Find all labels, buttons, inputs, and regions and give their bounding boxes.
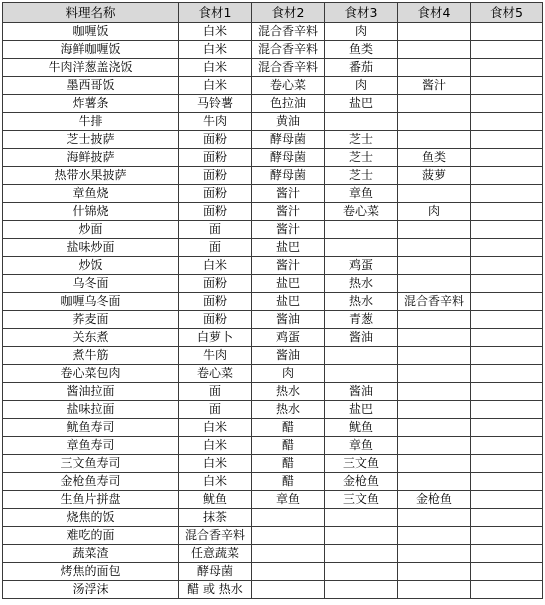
- ingredient-4-cell[interactable]: [398, 563, 471, 581]
- table-row: [3, 239, 543, 257]
- ingredient-3-cell[interactable]: [325, 239, 398, 257]
- ingredient-1-cell[interactable]: 混合香辛料: [179, 527, 252, 545]
- table-row: [3, 455, 543, 473]
- ingredient-4-cell[interactable]: [398, 347, 471, 365]
- dish-name-cell[interactable]: 章鱼烧: [3, 185, 179, 203]
- recipe-table: [2, 2, 543, 599]
- ingredient-1-cell[interactable]: 面粉: [179, 311, 252, 329]
- dish-name-cell[interactable]: 墨西哥饭: [3, 77, 179, 95]
- dish-name-cell[interactable]: 盐味炒面: [3, 239, 179, 257]
- ingredient-4-cell[interactable]: 菠萝: [398, 167, 471, 185]
- table-row: [3, 257, 543, 275]
- header-ingredient-3[interactable]: 食材3: [325, 3, 398, 23]
- ingredient-2-cell[interactable]: [252, 581, 325, 599]
- ingredient-4-cell[interactable]: [398, 437, 471, 455]
- ingredient-1-cell[interactable]: 卷心菜: [179, 365, 252, 383]
- ingredient-1-cell[interactable]: 白米: [179, 23, 252, 41]
- ingredient-1-cell[interactable]: 面: [179, 383, 252, 401]
- ingredient-1-cell[interactable]: 牛肉: [179, 347, 252, 365]
- table-row: [3, 77, 543, 95]
- ingredient-2-cell[interactable]: [252, 563, 325, 581]
- ingredient-4-cell[interactable]: [398, 545, 471, 563]
- table-row: [3, 563, 543, 581]
- ingredient-1-cell[interactable]: 面粉: [179, 185, 252, 203]
- ingredient-1-cell[interactable]: 白米: [179, 455, 252, 473]
- ingredient-2-cell[interactable]: 盐巴: [252, 239, 325, 257]
- ingredient-4-cell[interactable]: [398, 275, 471, 293]
- ingredient-5-cell[interactable]: [471, 221, 543, 239]
- ingredient-5-cell[interactable]: [471, 293, 543, 311]
- dish-name-cell[interactable]: 乌冬面: [3, 275, 179, 293]
- ingredient-5-cell[interactable]: [471, 365, 543, 383]
- ingredient-4-cell[interactable]: [398, 401, 471, 419]
- table-row: [3, 329, 543, 347]
- ingredient-5-cell[interactable]: [471, 329, 543, 347]
- ingredient-4-cell[interactable]: [398, 23, 471, 41]
- ingredient-2-cell[interactable]: 醋: [252, 455, 325, 473]
- ingredient-4-cell[interactable]: [398, 239, 471, 257]
- dish-name-cell[interactable]: 烤焦的面包: [3, 563, 179, 581]
- ingredient-1-cell[interactable]: 白米: [179, 41, 252, 59]
- table-row: [3, 527, 543, 545]
- ingredient-3-cell[interactable]: 肉: [325, 23, 398, 41]
- ingredient-2-cell[interactable]: 酱汁: [252, 185, 325, 203]
- ingredient-5-cell[interactable]: [471, 437, 543, 455]
- ingredient-4-cell[interactable]: [398, 383, 471, 401]
- ingredient-5-cell[interactable]: [471, 383, 543, 401]
- dish-name-cell[interactable]: 牛肉洋葱盖浇饭: [3, 59, 179, 77]
- ingredient-3-cell[interactable]: 章鱼: [325, 437, 398, 455]
- ingredient-2-cell[interactable]: 盐巴: [252, 275, 325, 293]
- ingredient-3-cell[interactable]: [325, 347, 398, 365]
- ingredient-2-cell[interactable]: [252, 545, 325, 563]
- table-row: [3, 149, 543, 167]
- ingredient-5-cell[interactable]: [471, 23, 543, 41]
- table-row: [3, 581, 543, 599]
- ingredient-1-cell[interactable]: 酵母菌: [179, 563, 252, 581]
- ingredient-3-cell[interactable]: 鸡蛋: [325, 257, 398, 275]
- ingredient-1-cell[interactable]: 面: [179, 221, 252, 239]
- ingredient-3-cell[interactable]: 酱油: [325, 329, 398, 347]
- table-row: [3, 275, 543, 293]
- ingredient-5-cell[interactable]: [471, 581, 543, 599]
- ingredient-4-cell[interactable]: [398, 113, 471, 131]
- ingredient-5-cell[interactable]: [471, 545, 543, 563]
- ingredient-5-cell[interactable]: [471, 509, 543, 527]
- ingredient-2-cell[interactable]: 酱汁: [252, 221, 325, 239]
- dish-name-cell[interactable]: 汤浮沫: [3, 581, 179, 599]
- ingredient-4-cell[interactable]: [398, 509, 471, 527]
- ingredient-2-cell[interactable]: 肉: [252, 365, 325, 383]
- ingredient-3-cell[interactable]: [325, 365, 398, 383]
- dish-name-cell[interactable]: 芝士披萨: [3, 131, 179, 149]
- table-row: [3, 383, 543, 401]
- dish-name-cell[interactable]: 炸薯条: [3, 95, 179, 113]
- header-row: [3, 3, 543, 23]
- dish-name-cell[interactable]: 难吃的面: [3, 527, 179, 545]
- dish-name-cell[interactable]: 卷心菜包肉: [3, 365, 179, 383]
- ingredient-3-cell[interactable]: 盐巴: [325, 95, 398, 113]
- header-ingredient-1[interactable]: 食材1: [179, 3, 252, 23]
- ingredient-4-cell[interactable]: [398, 131, 471, 149]
- ingredient-1-cell[interactable]: 面: [179, 239, 252, 257]
- ingredient-5-cell[interactable]: [471, 257, 543, 275]
- ingredient-1-cell[interactable]: 抹茶: [179, 509, 252, 527]
- ingredient-3-cell[interactable]: 芝士: [325, 149, 398, 167]
- table-row: [3, 437, 543, 455]
- ingredient-5-cell[interactable]: [471, 59, 543, 77]
- ingredient-1-cell[interactable]: 面: [179, 401, 252, 419]
- dish-name-cell[interactable]: 三文鱼寿司: [3, 455, 179, 473]
- dish-name-cell[interactable]: 热带水果披萨: [3, 167, 179, 185]
- dish-name-cell[interactable]: 荞麦面: [3, 311, 179, 329]
- ingredient-3-cell[interactable]: 番茄: [325, 59, 398, 77]
- table-row: [3, 365, 543, 383]
- ingredient-5-cell[interactable]: [471, 113, 543, 131]
- table-row: [3, 419, 543, 437]
- ingredient-1-cell[interactable]: 面粉: [179, 167, 252, 185]
- ingredient-4-cell[interactable]: [398, 455, 471, 473]
- ingredient-4-cell[interactable]: 酱汁: [398, 77, 471, 95]
- dish-name-cell[interactable]: 咖喱饭: [3, 23, 179, 41]
- table-row: [3, 203, 543, 221]
- ingredient-4-cell[interactable]: [398, 185, 471, 203]
- table-body: [3, 23, 543, 599]
- ingredient-1-cell[interactable]: 醋 或 热水: [179, 581, 252, 599]
- ingredient-1-cell[interactable]: 白米: [179, 419, 252, 437]
- ingredient-5-cell[interactable]: [471, 167, 543, 185]
- ingredient-3-cell[interactable]: [325, 527, 398, 545]
- ingredient-1-cell[interactable]: 白米: [179, 59, 252, 77]
- ingredient-2-cell[interactable]: 章鱼: [252, 491, 325, 509]
- ingredient-4-cell[interactable]: [398, 257, 471, 275]
- ingredient-5-cell[interactable]: [471, 77, 543, 95]
- ingredient-3-cell[interactable]: 盐巴: [325, 401, 398, 419]
- ingredient-4-cell[interactable]: [398, 41, 471, 59]
- ingredient-2-cell[interactable]: 酵母菌: [252, 167, 325, 185]
- ingredient-2-cell[interactable]: 盐巴: [252, 293, 325, 311]
- ingredient-4-cell[interactable]: [398, 311, 471, 329]
- ingredient-5-cell[interactable]: [471, 131, 543, 149]
- ingredient-3-cell[interactable]: 鱿鱼: [325, 419, 398, 437]
- ingredient-3-cell[interactable]: [325, 509, 398, 527]
- table-row: [3, 401, 543, 419]
- ingredient-3-cell[interactable]: [325, 221, 398, 239]
- table-row: [3, 347, 543, 365]
- ingredient-5-cell[interactable]: [471, 455, 543, 473]
- dish-name-cell[interactable]: 咖喱乌冬面: [3, 293, 179, 311]
- dish-name-cell[interactable]: 金枪鱼寿司: [3, 473, 179, 491]
- table-row: [3, 509, 543, 527]
- ingredient-4-cell[interactable]: [398, 221, 471, 239]
- ingredient-3-cell[interactable]: 热水: [325, 275, 398, 293]
- dish-name-cell[interactable]: 煮牛筋: [3, 347, 179, 365]
- ingredient-1-cell[interactable]: 白米: [179, 437, 252, 455]
- ingredient-3-cell[interactable]: 肉: [325, 77, 398, 95]
- ingredient-3-cell[interactable]: 芝士: [325, 131, 398, 149]
- ingredient-5-cell[interactable]: [471, 185, 543, 203]
- ingredient-5-cell[interactable]: [471, 149, 543, 167]
- ingredient-3-cell[interactable]: 芝士: [325, 167, 398, 185]
- ingredient-1-cell[interactable]: 面粉: [179, 275, 252, 293]
- ingredient-4-cell[interactable]: [398, 473, 471, 491]
- ingredient-2-cell[interactable]: 酵母菌: [252, 131, 325, 149]
- ingredient-3-cell[interactable]: 卷心菜: [325, 203, 398, 221]
- ingredient-3-cell[interactable]: 章鱼: [325, 185, 398, 203]
- header-ingredient-2[interactable]: 食材2: [252, 3, 325, 23]
- ingredient-3-cell[interactable]: [325, 563, 398, 581]
- ingredient-5-cell[interactable]: [471, 401, 543, 419]
- ingredient-2-cell[interactable]: 醋: [252, 473, 325, 491]
- ingredient-5-cell[interactable]: [471, 491, 543, 509]
- table-row: [3, 545, 543, 563]
- ingredient-1-cell[interactable]: 牛肉: [179, 113, 252, 131]
- ingredient-2-cell[interactable]: 醋: [252, 419, 325, 437]
- ingredient-2-cell[interactable]: 酱汁: [252, 257, 325, 275]
- ingredient-2-cell[interactable]: 醋: [252, 437, 325, 455]
- ingredient-3-cell[interactable]: 三文鱼: [325, 455, 398, 473]
- table-row: [3, 311, 543, 329]
- ingredient-5-cell[interactable]: [471, 527, 543, 545]
- ingredient-2-cell[interactable]: 混合香辛料: [252, 23, 325, 41]
- ingredient-4-cell[interactable]: [398, 527, 471, 545]
- ingredient-4-cell[interactable]: [398, 419, 471, 437]
- ingredient-3-cell[interactable]: 热水: [325, 293, 398, 311]
- table-row: [3, 59, 543, 77]
- ingredient-4-cell[interactable]: [398, 581, 471, 599]
- ingredient-1-cell[interactable]: 面粉: [179, 293, 252, 311]
- ingredient-4-cell[interactable]: 混合香辛料: [398, 293, 471, 311]
- table-row: [3, 41, 543, 59]
- dish-name-cell[interactable]: 炒面: [3, 221, 179, 239]
- ingredient-2-cell[interactable]: 热水: [252, 401, 325, 419]
- table-row: [3, 113, 543, 131]
- table-row: [3, 473, 543, 491]
- ingredient-2-cell[interactable]: 酱油: [252, 311, 325, 329]
- table-row: [3, 185, 543, 203]
- ingredient-2-cell[interactable]: [252, 509, 325, 527]
- ingredient-2-cell[interactable]: 鸡蛋: [252, 329, 325, 347]
- ingredient-4-cell[interactable]: [398, 59, 471, 77]
- ingredient-2-cell[interactable]: 混合香辛料: [252, 59, 325, 77]
- table-row: [3, 167, 543, 185]
- ingredient-2-cell[interactable]: 混合香辛料: [252, 41, 325, 59]
- ingredient-5-cell[interactable]: [471, 275, 543, 293]
- ingredient-4-cell[interactable]: [398, 95, 471, 113]
- table-row: [3, 491, 543, 509]
- ingredient-3-cell[interactable]: 青葱: [325, 311, 398, 329]
- dish-name-cell[interactable]: 海鲜咖喱饭: [3, 41, 179, 59]
- ingredient-5-cell[interactable]: [471, 419, 543, 437]
- ingredient-3-cell[interactable]: [325, 545, 398, 563]
- header-ingredient-5[interactable]: 食材5: [471, 3, 543, 23]
- ingredient-3-cell[interactable]: 鱼类: [325, 41, 398, 59]
- ingredient-1-cell[interactable]: 白米: [179, 257, 252, 275]
- ingredient-1-cell[interactable]: 白萝卜: [179, 329, 252, 347]
- table-row: [3, 131, 543, 149]
- dish-name-cell[interactable]: 蔬菜渣: [3, 545, 179, 563]
- ingredient-5-cell[interactable]: [471, 473, 543, 491]
- ingredient-4-cell[interactable]: 肉: [398, 203, 471, 221]
- ingredient-2-cell[interactable]: 黄油: [252, 113, 325, 131]
- ingredient-1-cell[interactable]: 马铃薯: [179, 95, 252, 113]
- ingredient-1-cell[interactable]: 鱿鱼: [179, 491, 252, 509]
- dish-name-cell[interactable]: 炒饭: [3, 257, 179, 275]
- ingredient-2-cell[interactable]: 热水: [252, 383, 325, 401]
- ingredient-2-cell[interactable]: 酵母菌: [252, 149, 325, 167]
- table-row: [3, 23, 543, 41]
- table-row: [3, 221, 543, 239]
- ingredient-5-cell[interactable]: [471, 203, 543, 221]
- ingredient-4-cell[interactable]: 金枪鱼: [398, 491, 471, 509]
- ingredient-4-cell[interactable]: 鱼类: [398, 149, 471, 167]
- ingredient-2-cell[interactable]: 酱汁: [252, 203, 325, 221]
- ingredient-5-cell[interactable]: [471, 41, 543, 59]
- ingredient-2-cell[interactable]: [252, 527, 325, 545]
- dish-name-cell[interactable]: 酱油拉面: [3, 383, 179, 401]
- table-row: [3, 95, 543, 113]
- ingredient-4-cell[interactable]: [398, 329, 471, 347]
- header-dish-name[interactable]: 料理名称: [3, 3, 179, 23]
- dish-name-cell[interactable]: 海鲜披萨: [3, 149, 179, 167]
- dish-name-cell[interactable]: 盐味拉面: [3, 401, 179, 419]
- ingredient-1-cell[interactable]: 面粉: [179, 149, 252, 167]
- ingredient-3-cell[interactable]: 金枪鱼: [325, 473, 398, 491]
- ingredient-3-cell[interactable]: 三文鱼: [325, 491, 398, 509]
- dish-name-cell[interactable]: 关东煮: [3, 329, 179, 347]
- ingredient-2-cell[interactable]: 色拉油: [252, 95, 325, 113]
- ingredient-4-cell[interactable]: [398, 365, 471, 383]
- dish-name-cell[interactable]: 牛排: [3, 113, 179, 131]
- dish-name-cell[interactable]: 鱿鱼寿司: [3, 419, 179, 437]
- header-ingredient-4[interactable]: 食材4: [398, 3, 471, 23]
- ingredient-1-cell[interactable]: 白米: [179, 473, 252, 491]
- ingredient-3-cell[interactable]: [325, 113, 398, 131]
- ingredient-2-cell[interactable]: 卷心菜: [252, 77, 325, 95]
- ingredient-5-cell[interactable]: [471, 311, 543, 329]
- ingredient-1-cell[interactable]: 面粉: [179, 203, 252, 221]
- ingredient-5-cell[interactable]: [471, 563, 543, 581]
- ingredient-1-cell[interactable]: 白米: [179, 77, 252, 95]
- ingredient-2-cell[interactable]: 酱油: [252, 347, 325, 365]
- ingredient-1-cell[interactable]: 任意蔬菜: [179, 545, 252, 563]
- table-row: [3, 293, 543, 311]
- ingredient-5-cell[interactable]: [471, 239, 543, 257]
- ingredient-3-cell[interactable]: 酱油: [325, 383, 398, 401]
- ingredient-5-cell[interactable]: [471, 347, 543, 365]
- dish-name-cell[interactable]: 章鱼寿司: [3, 437, 179, 455]
- dish-name-cell[interactable]: 烧焦的饭: [3, 509, 179, 527]
- ingredient-1-cell[interactable]: 面粉: [179, 131, 252, 149]
- dish-name-cell[interactable]: 什锦烧: [3, 203, 179, 221]
- ingredient-3-cell[interactable]: [325, 581, 398, 599]
- ingredient-5-cell[interactable]: [471, 95, 543, 113]
- dish-name-cell[interactable]: 生鱼片拼盘: [3, 491, 179, 509]
